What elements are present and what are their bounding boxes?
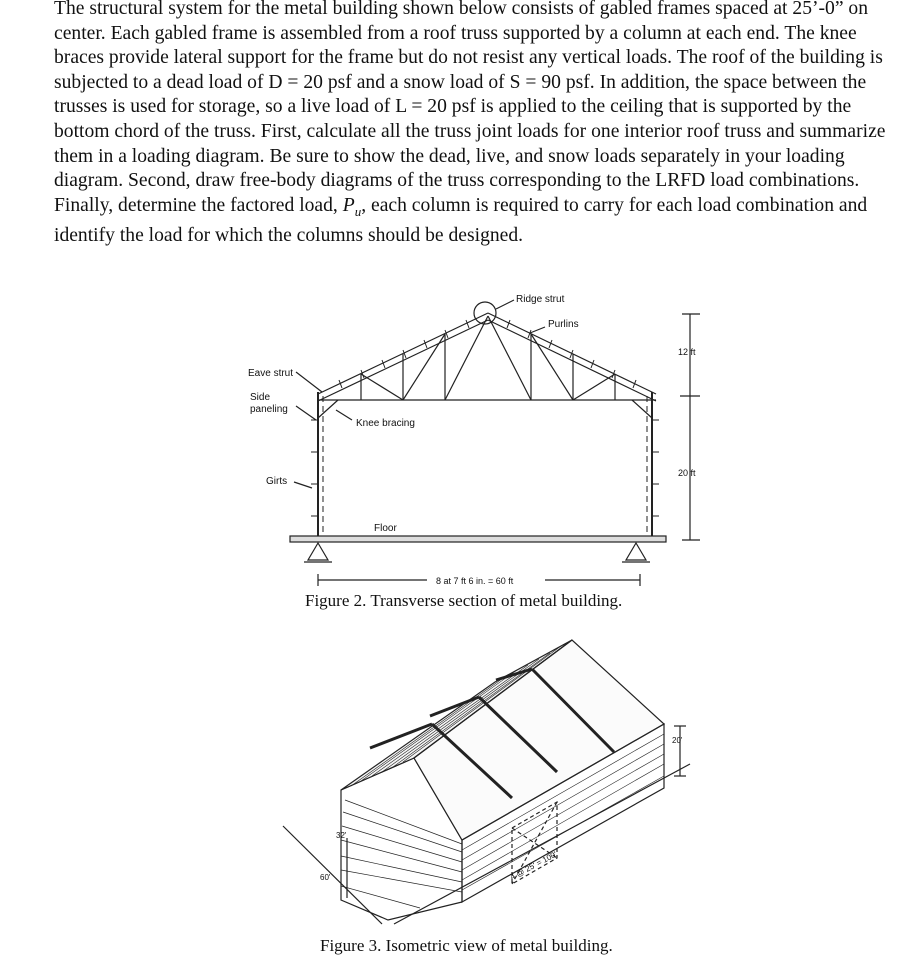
label-paneling: paneling [250, 404, 288, 415]
label-ridge-strut: Ridge strut [516, 294, 565, 305]
label-purlins: Purlins [548, 319, 579, 330]
label-floor: Floor [374, 523, 397, 534]
pu-subscript: u [354, 203, 362, 219]
label-span: 8 at 7 ft 6 in. = 60 ft [436, 576, 514, 586]
figure-2-caption: Figure 2. Transverse section of metal building. [305, 591, 623, 610]
label-20ft: 20 ft [678, 468, 696, 478]
label-side: Side [250, 392, 271, 403]
label-60-iso: 60' [320, 873, 331, 882]
label-eave-strut: Eave strut [248, 368, 294, 379]
figure-3-caption: Figure 3. Isometric view of metal building. [320, 936, 613, 955]
end-wall-siding [341, 800, 462, 908]
problem-text-1: The structural system for the metal building shown below consists of gabled frames spaced at 25’-0” on center. Each gabled frame is assembled from a roof truss supported by a column at each end. The knee braces provide lateral support for the frame but do not resist any vertical loads. The roof of the building is subjected to a dead load of D = 20 psf and a snow load of S = 90 psf. In addition, the space between the trusses is used for storage, so a live load of L = 20 psf is applied to the ceiling that is supported by the bottom chord of the truss. First, calculate all the truss joint loads for one interior roof truss and summarize them in a loading diagram. Be sure to show the dead, live, and snow loads separately in your loading diagram. Second, draw free-body diagrams of the truss corresponding to the LRFD load combinations. Finally, determine the factored load, [54, 0, 886, 216]
pu-symbol: P [342, 194, 355, 216]
label-girts: Girts [266, 476, 288, 487]
label-32-iso: 32' [336, 831, 347, 840]
label-knee-bracing: Knee bracing [356, 418, 415, 429]
label-20-iso: 20' [672, 736, 683, 745]
label-12ft: 12 ft [678, 347, 696, 357]
label-100-iso: 4 @ 25' = 100' [508, 849, 559, 882]
problem-text-2: , each column is required to carry for each load combination and identify the load for which the columns should be designed. [54, 194, 868, 247]
